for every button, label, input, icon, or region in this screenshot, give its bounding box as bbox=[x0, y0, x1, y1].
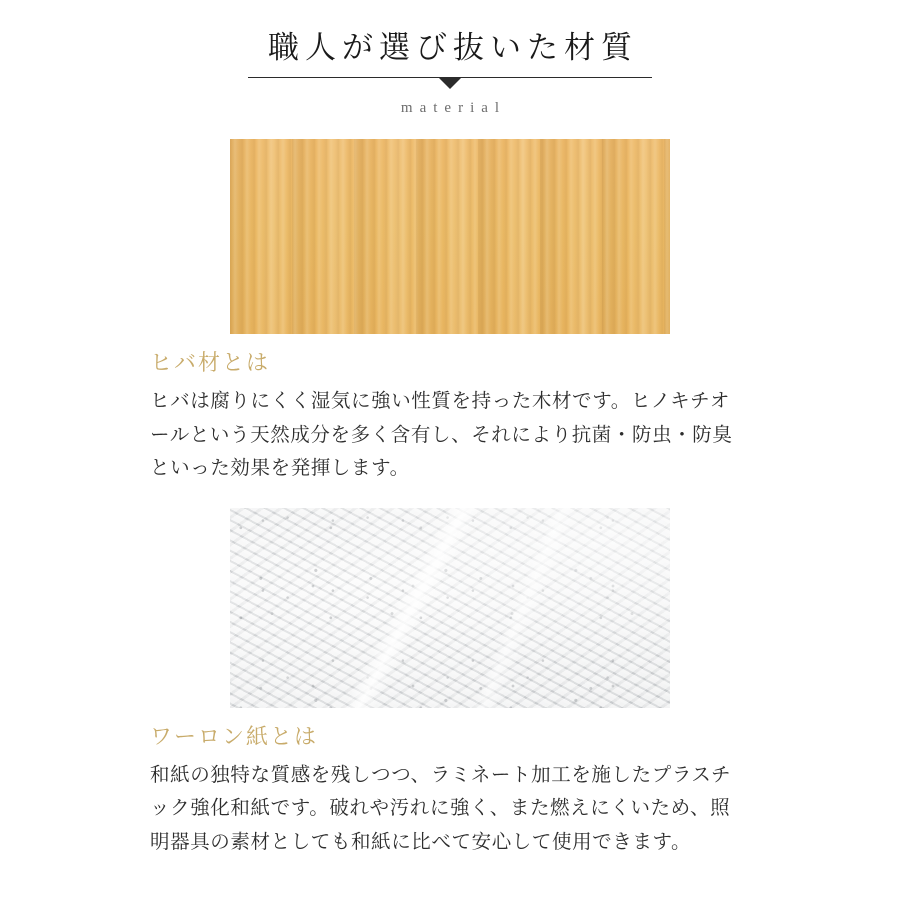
page-header bbox=[0, 0, 900, 117]
section-heading: ヒバ材とは bbox=[150, 350, 271, 375]
warlon-text-wrap bbox=[150, 720, 750, 860]
hiba-wood-texture-photo bbox=[230, 139, 670, 334]
page-subtitle: material bbox=[400, 100, 507, 116]
page-title: 職人が選び抜いた材質 bbox=[248, 22, 652, 78]
section-hiba bbox=[0, 139, 900, 486]
triangle-down-icon bbox=[439, 78, 461, 89]
section-warlon bbox=[0, 508, 900, 860]
hiba-text-wrap bbox=[150, 346, 750, 486]
warlon-washi-paper-texture-photo bbox=[230, 508, 670, 708]
section-body: 和紙の独特な質感を残しつつ、ラミネート加工を施したプラスチック強化和紙です。破れや汚れに強く、また燃えにくいため、照明器具の素材としても和紙に比べて安心して使用できます。 bbox=[150, 764, 732, 853]
content-area bbox=[0, 139, 900, 859]
section-body: ヒバは腐りにくく湿気に強い性質を持った木材です。ヒノキチオールという天然成分を多く含有し、それにより抗菌・防虫・防臭といった効果を発揮します。 bbox=[150, 391, 733, 480]
section-heading: ワーロン紙とは bbox=[150, 723, 319, 749]
